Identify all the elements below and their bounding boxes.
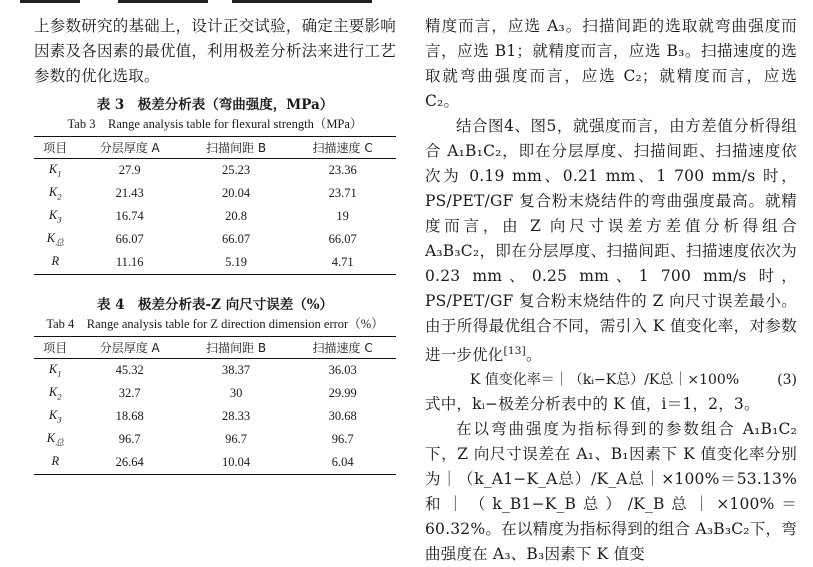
- table3-row: [34, 228, 396, 251]
- paragraph-2: [425, 114, 797, 368]
- table4-caption-en: Tab 4 Range analysis table for Z direction dimension error（%）: [46, 317, 384, 331]
- table4-cell: 96.7: [225, 432, 248, 446]
- table4-cell: 36.03: [328, 363, 357, 377]
- table3-header: 分层厚度 A: [99, 141, 160, 155]
- citation-ref: [13]: [503, 345, 526, 357]
- equation-expression: K 值变化率＝｜（kᵢ−K总）/K总｜×100%: [469, 372, 740, 389]
- table3-row: [34, 205, 396, 228]
- table3-row-label: $K_2$: [48, 185, 62, 202]
- table3-header-row: [34, 137, 396, 159]
- table4-header: 分层厚度 A: [99, 341, 160, 355]
- table3-cell: 16.74: [115, 209, 144, 223]
- table3-cell: 66.07: [115, 232, 144, 246]
- table3-row: [34, 251, 396, 275]
- table3-cell: 25.23: [222, 163, 251, 177]
- paragraph-2-text: 结合图4、图5，就强度而言，由方差值分析得组合 A₁B₁C₂，即在分层厚度、扫描间距、扫描速度依次为 0.19 mm、0.21 mm、1 700 mm/s 时，PS/PET/GF 复合粉末烧结件的弯曲强度最高。就精度而言，由 Z 向尺寸误差方差值分析得组合 A₃B₃C₂，即在分层厚度、扫描间距、扫描速度依次为 0.23 mm、0.25 mm、1 700 mm/s 时，PS/PET/GF 复合粉末烧结件的 Z 向尺寸误差最小。由于所得最优组合不同，需引入 K 值变化率，对参数进一步优化: [425, 117, 797, 365]
- table3-row: [34, 182, 396, 205]
- left-column: [34, 14, 396, 475]
- table3-cell: 66.07: [328, 232, 357, 246]
- table4-cell: 38.37: [222, 363, 251, 377]
- table4-cell: 10.04: [222, 455, 251, 469]
- paragraph-2-end: 。: [525, 346, 542, 365]
- table4-cell: 96.7: [331, 432, 354, 446]
- table4: [34, 336, 396, 475]
- table4-header: 扫描间距 B: [206, 341, 267, 355]
- table4-cell: 29.99: [328, 386, 357, 400]
- table4-row: [34, 382, 396, 405]
- intro-paragraph: 上参数研究的基础上，设计正交试验，确定主要影响因素及各因素的最优值，利用极差分析法来进行工艺参数的优化选取。: [34, 17, 396, 85]
- table3-row-label: $K_总$: [46, 230, 64, 248]
- table3-caption-en: Tab 3 Range analysis table for flexural strength（MPa）: [67, 117, 363, 131]
- table4-row-label: $K_2$: [48, 385, 62, 402]
- table4-row: [34, 359, 396, 383]
- table4-cell: 45.32: [115, 363, 144, 377]
- table4-cell: 26.64: [115, 455, 144, 469]
- table4-header: 扫描速度 C: [312, 341, 373, 355]
- table4-row: [34, 405, 396, 428]
- table3-cell: 21.43: [115, 186, 144, 200]
- table4-row: [34, 428, 396, 451]
- table4-row-label: $K_1$: [48, 362, 62, 379]
- table4-cell: 30.68: [328, 409, 357, 423]
- table4-row-label: R: [51, 454, 60, 469]
- table3-cell: 27.9: [118, 163, 141, 177]
- table4-cell: 30: [229, 386, 243, 400]
- table4-cell: 96.7: [118, 432, 141, 446]
- table4-header-row: [34, 337, 396, 359]
- table4-row: [34, 451, 396, 475]
- table3-header: 扫描速度 C: [312, 141, 373, 155]
- table3-row-label: $K_1$: [48, 162, 62, 179]
- paragraph-4: 在以弯曲强度为指标得到的参数组合 A₁B₁C₂下，Z 向尺寸误差在 A₁、B₁因素下 K 值变化率分别为｜（k_A1−K_A总）/K_A总｜×100%＝53.13% 和｜（k_B1−K_B总）/K_B总｜×100%＝60.32%。在以精度为指标得到的组合 A₃B₃C₂下，弯曲强度在 A₃、B₃因素下 K 值变: [425, 420, 797, 564]
- table3-row-label: R: [51, 254, 60, 269]
- right-column: [425, 14, 797, 567]
- equation-3: [425, 368, 797, 392]
- table4-caption-cn: 表 4 极差分析表-Z 向尺寸误差（%）: [96, 297, 334, 313]
- table3-cell: 19: [336, 209, 349, 223]
- table4-row-label: $K_3$: [48, 408, 62, 425]
- table4-header: 项目: [43, 341, 68, 355]
- table3-cell: 23.71: [328, 186, 357, 200]
- table3-cell: 4.71: [331, 255, 354, 269]
- table3-cell: 20.04: [222, 186, 251, 200]
- page-header-rule: [0, 0, 813, 6]
- table3-cell: 11.16: [115, 255, 144, 269]
- paragraph-1: 精度而言，应选 A₃。扫描间距的选取就弯曲强度而言，应选 B1；就精度而言，应选 B₃。扫描速度的选取就弯曲强度而言，应选 C₂；就精度而言，应选 C₂。: [425, 17, 797, 110]
- table4-cell: 18.68: [115, 409, 144, 423]
- table3-row: [34, 159, 396, 183]
- table3-caption-cn: 表 3 极差分析表（弯曲强度，MPa）: [96, 97, 334, 113]
- equation-number: (3): [777, 372, 797, 389]
- table3-row-label: $K_3$: [48, 208, 62, 225]
- table3-cell: 5.19: [225, 255, 248, 269]
- table4-cell: 28.33: [222, 409, 251, 423]
- table4-row-label: $K_总$: [46, 430, 64, 448]
- table3: [34, 136, 396, 275]
- table3-header: 项目: [43, 141, 68, 155]
- table4-cell: 32.7: [118, 386, 141, 400]
- table3-cell: 23.36: [328, 163, 357, 177]
- table3-header: 扫描间距 B: [206, 141, 267, 155]
- paragraph-3: 式中，kᵢ−极差分析表中的 K 值，i＝1，2，3。: [425, 395, 760, 414]
- table4-cell: 6.04: [331, 455, 354, 469]
- table3-cell: 20.8: [225, 209, 248, 223]
- table3-cell: 66.07: [222, 232, 251, 246]
